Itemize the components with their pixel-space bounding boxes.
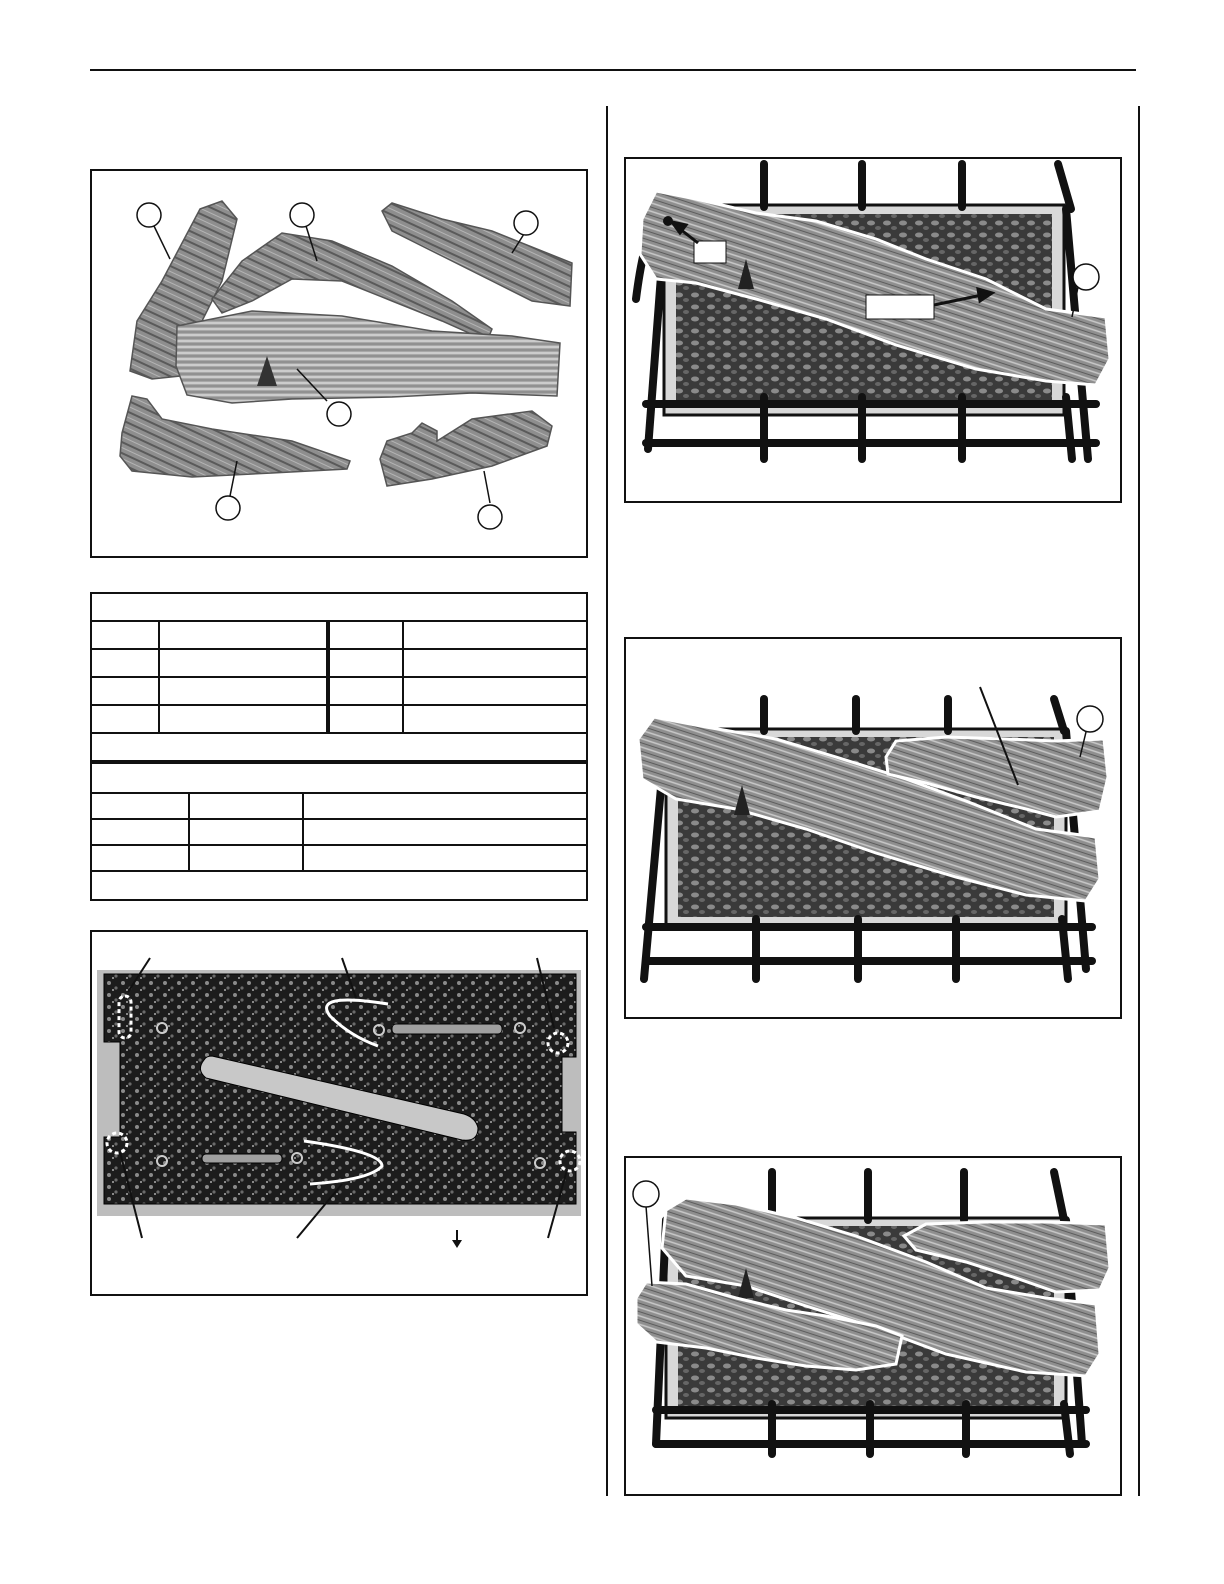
callout-circle-1 [137, 203, 161, 227]
parts-table-title [92, 594, 586, 620]
step-one-callout-circle [1073, 264, 1099, 290]
column-divider-right [1138, 106, 1140, 1496]
step-one-label-box-a [694, 241, 726, 263]
step-one-label-box-b [866, 295, 934, 319]
step-two-illustration [626, 639, 1120, 1017]
table-row [92, 650, 586, 678]
table-row [92, 794, 586, 820]
callout-circle-2 [290, 203, 314, 227]
step-three-illustration [626, 1158, 1120, 1494]
table-row [92, 678, 586, 706]
callout-circle-3 [514, 211, 538, 235]
spec-table-title-row [92, 764, 586, 794]
log-set-figure [90, 169, 588, 558]
callout-circle-4 [327, 402, 351, 426]
burner-port-lower [202, 1154, 282, 1163]
table-row [92, 706, 586, 734]
spec-table-title [92, 764, 586, 792]
table-row [92, 622, 586, 650]
table-row [92, 820, 586, 846]
step-two-callout-circle [1077, 706, 1103, 732]
log-piece-4 [176, 311, 560, 403]
grate-top-view-illustration [92, 932, 586, 1294]
callout-circle-6 [478, 505, 502, 529]
log-piece-6 [380, 411, 552, 486]
log-piece-5 [120, 396, 350, 477]
step-three-callout-circle [633, 1181, 659, 1207]
column-divider-center [606, 106, 608, 1496]
step-two-figure [624, 637, 1122, 1019]
header-rule [90, 69, 1136, 71]
step-one-illustration [626, 159, 1120, 501]
log-set-illustration [92, 171, 586, 556]
parts-table-title-row [92, 594, 586, 622]
spec-table-footer-row [92, 872, 586, 899]
step-one-figure [624, 157, 1122, 503]
parts-table [90, 592, 588, 901]
step-three-figure [624, 1156, 1122, 1496]
grate-top-view-figure [90, 930, 588, 1296]
parts-table-footer-row [92, 734, 586, 764]
burner-port-upper [392, 1024, 502, 1034]
callout-circle-5 [216, 496, 240, 520]
table-row [92, 846, 586, 872]
